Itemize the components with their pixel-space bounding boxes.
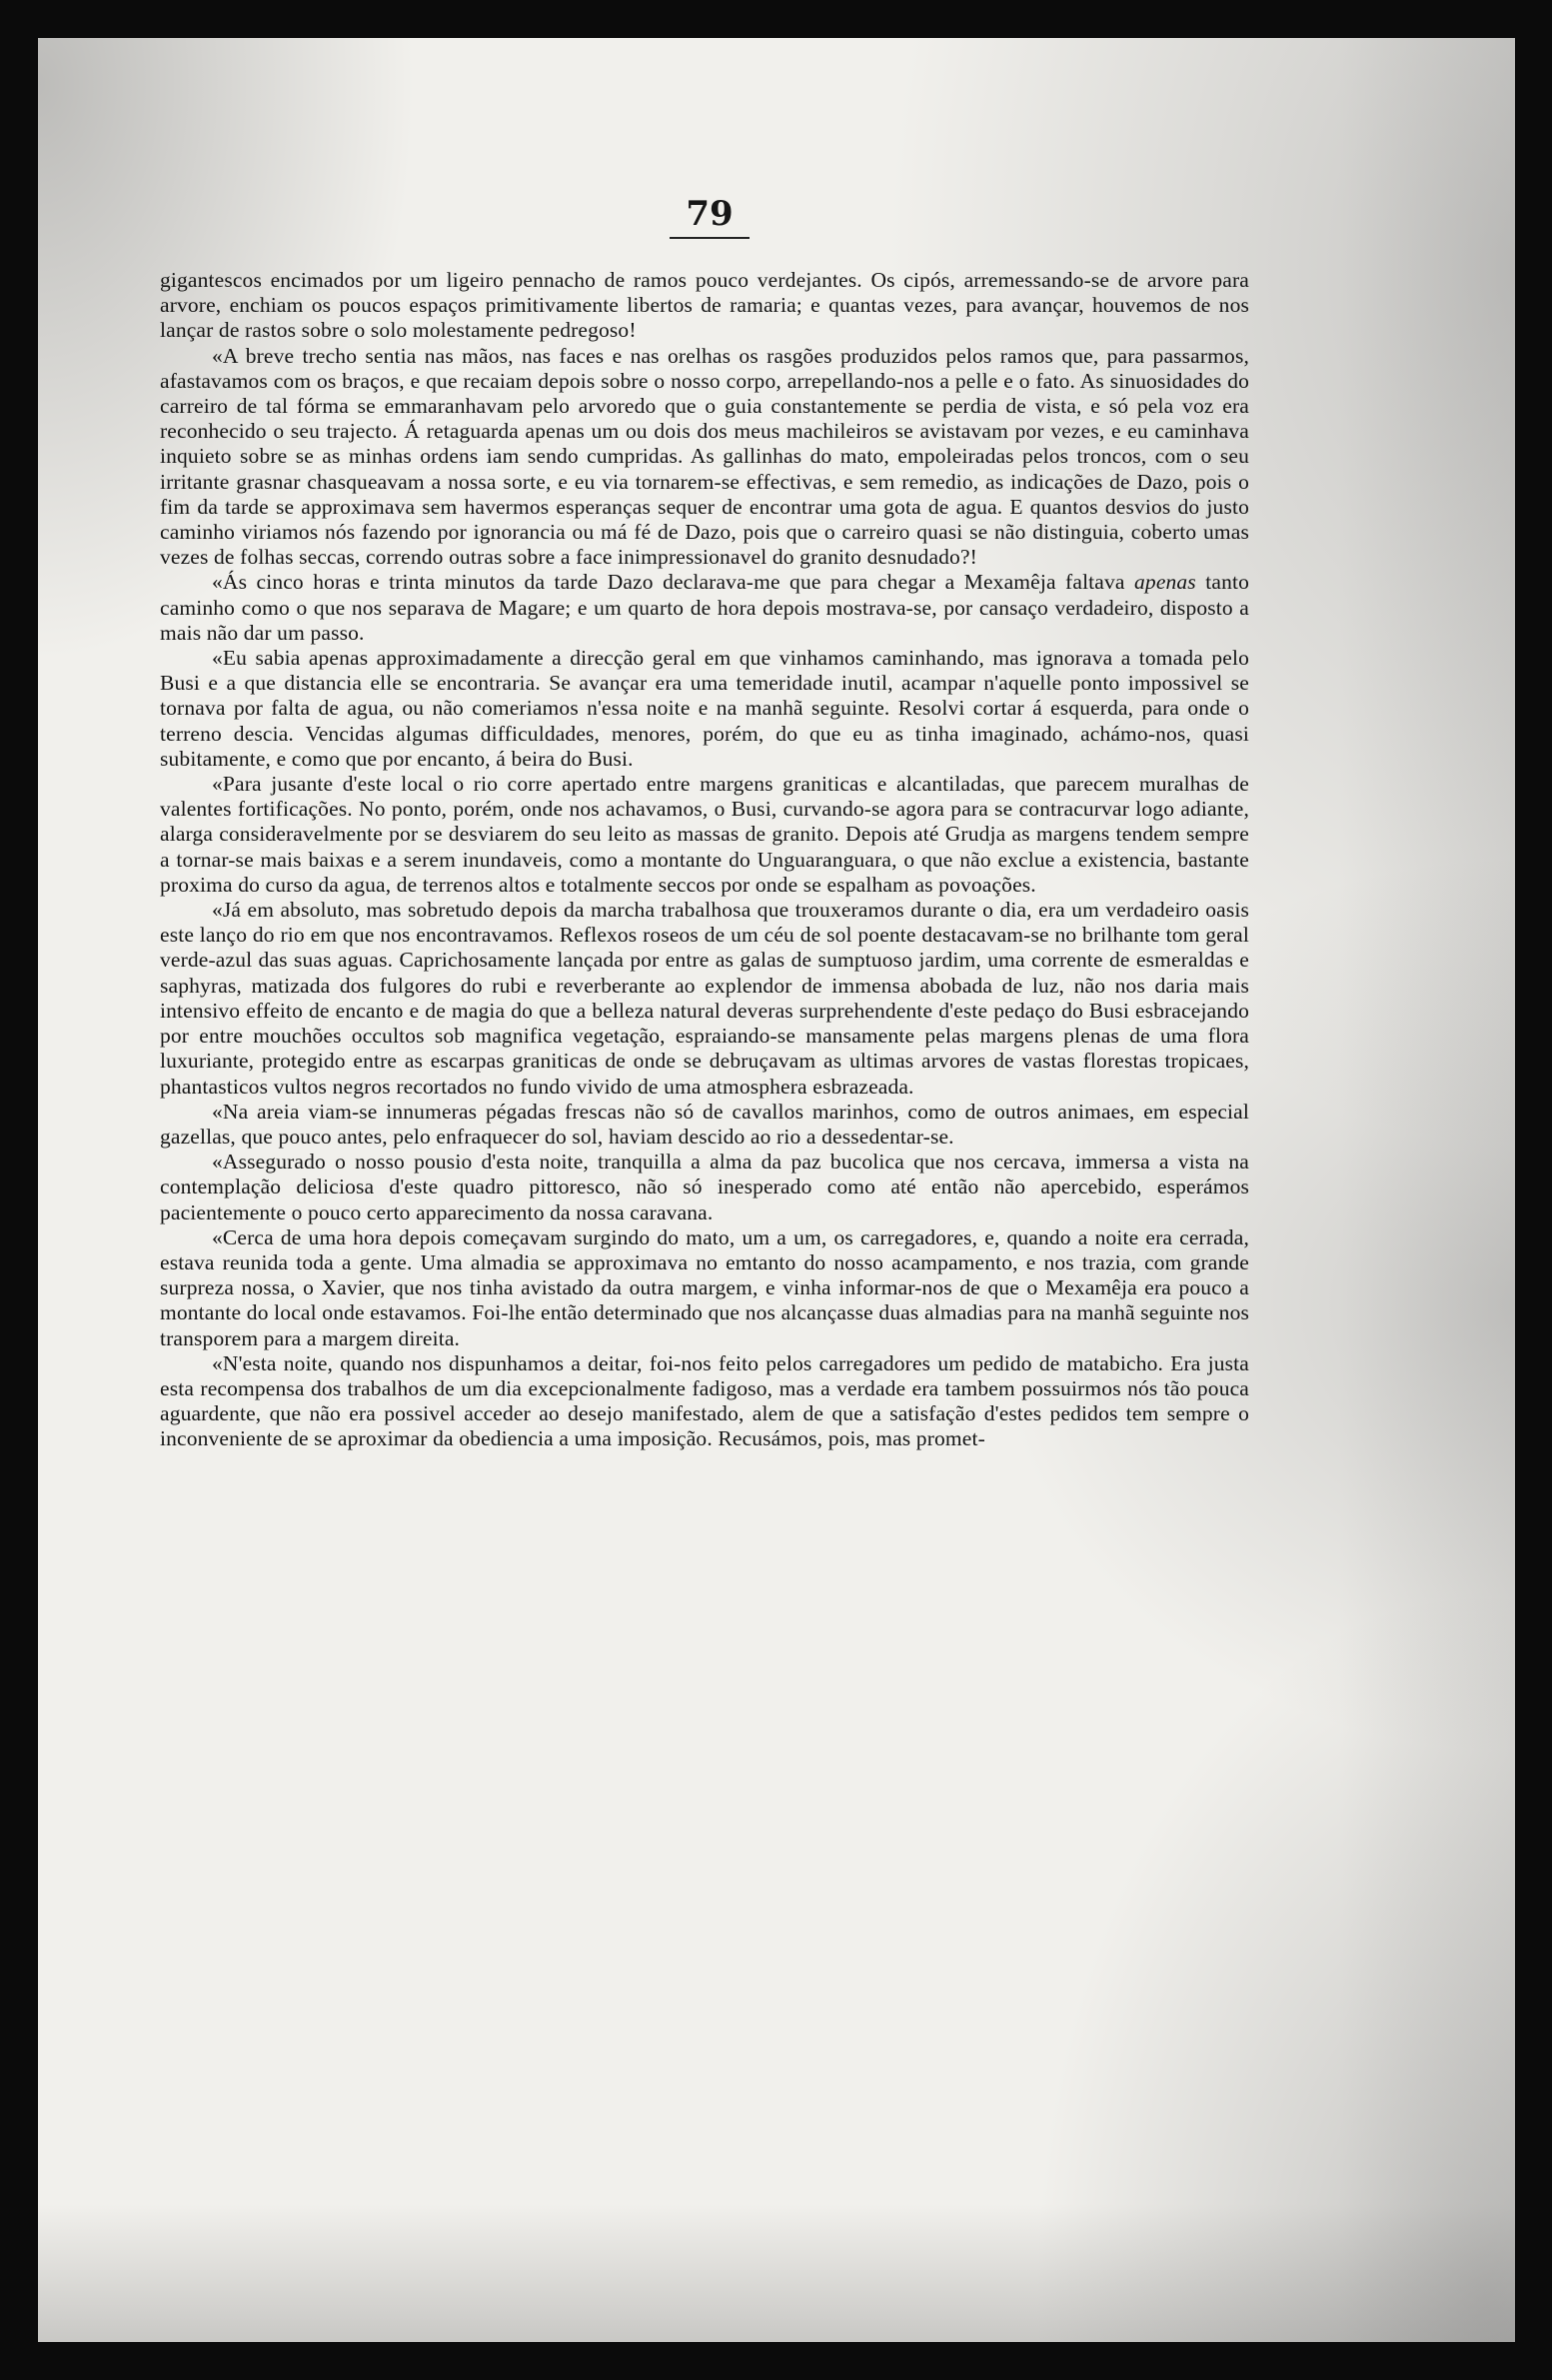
paragraph: gigantescos encimados por um ligeiro pennacho de ramos pouco verdejantes. Os cipós, arremessando-se de arvore para arvore, enchiam os poucos espaços primitivamente libertos de ramaria; e quantas vezes, para avançar, houvemos de nos lançar de rastos sobre o solo molestamente pedregoso!: [160, 268, 1249, 343]
body-text: [160, 268, 1249, 1452]
paragraph: «Assegurado o nosso pousio d'esta noite, tranquilla a alma da paz bucolica que nos cercava, immersa a vista na contemplação deliciosa d'este quadro pittoresco, não só inesperado como até então não apercebido, esperámos pacientemente o pouco certo apparecimento da nossa caravana.: [160, 1150, 1249, 1224]
paragraph: «Para jusante d'este local o rio corre apertado entre margens graniticas e alcantiladas, que parecem muralhas de valentes fortificações. No ponto, porém, onde nos achavamos, o Busi, curvando-se agora para se contracurvar logo adiante, alarga consideravelmente por se desviarem do seu leito as massas de granito. Depois até Grudja as margens tendem sempre a tornar-se mais baixas e a serem inundaveis, como a montante do Unguaranguara, o que não exclue a existencia, bastante proxima do curso da agua, de terrenos altos e totalmente seccos por onde se espalham as povoações.: [160, 772, 1249, 897]
paragraph: «Eu sabia apenas approximadamente a direcção geral em que vinhamos caminhando, mas ignorava a tomada pelo Busi e a que distancia elle se encontraria. Se avançar era uma temeridade inutil, acampar n'aquelle ponto impossivel se tornava por falta de agua, ou não comeriamos n'essa noite e na manhã seguinte. Resolvi cortar á esquerda, para onde o terreno descia. Vencidas algumas difficuldades, menores, porém, do que eu as tinha imaginado, achámo-nos, quasi subitamente, e como que por encanto, á beira do Busi.: [160, 646, 1249, 771]
paragraph: «Na areia viam-se innumeras pégadas frescas não só de cavallos marinhos, como de outros animaes, em especial gazellas, que pouco antes, pelo enfraquecer do sol, haviam descido ao rio a dessedentar-se.: [160, 1099, 1249, 1149]
emphasis-word: apenas: [1134, 570, 1196, 595]
paragraph: «Já em absoluto, mas sobretudo depois da marcha trabalhosa que trouxeramos durante o dia, era um verdadeiro oasis este lanço do rio em que nos encontravamos. Reflexos roseos de um céu de sol poente destacavam-se no brilhante tom geral verde-azul das suas aguas. Caprichosamente lançada por entre as galas de sumptuoso jardim, uma corrente de esmeraldas e saphyras, matizada dos fulgores do rubi e reverberante ao explendor de immensa abobada de luz, não nos daria mais intensivo effeito de encanto e de magia do que a belleza natural deveras surprehendente d'este pedaço do Busi esbracejando por entre mouchões occultos sob magnifica vegetação, espraiando-se mansamente pelas margens plenas de uma flora luxuriante, protegido entre as escarpas graniticas de onde se debruçavam as ultimas arvores de vastas florestas tropicaes, phantasticos vultos negros recortados no fundo vivido de uma atmosphera esbrazeada.: [160, 898, 1249, 1099]
page-number-underline: [670, 237, 750, 239]
paragraph: «N'esta noite, quando nos dispunhamos a deitar, foi-nos feito pelos carregadores um pedido de matabicho. Era justa esta recompensa dos trabalhos de um dia excepcionalmente fadigoso, mas a verdade era tambem possuirmos nós tão pouca aguardente, que não era possivel acceder ao desejo manifestado, alem de que a satisfação d'estes pedidos tem sempre o inconveniente de se aproximar da obediencia a uma imposição. Recusámos, pois, mas promet-: [160, 1350, 1249, 1451]
paragraph-text: «Ás cinco horas e trinta minutos da tarde Dazo declarava-me que para chegar a Mexamêja faltava: [212, 570, 1135, 595]
page-number: 79: [686, 194, 734, 234]
paragraph: «Cerca de uma hora depois começavam surgindo do mato, um a um, os carregadores, e, quando a noite era cerrada, estava reunida toda a gente. Uma almadia se approximava no emtanto do nosso acampamento, e nos trazia, com grande surpreza nossa, o Xavier, que nos tinha avistado da outra margem, e vinha informar-nos de que o Mexamêja era pouco a montante do local onde estavamos. Foi-lhe então determinado que nos alcançasse duas almadias para na manhã seguinte nos transporem para a margem direita.: [160, 1224, 1249, 1350]
paragraph-text: tanto caminho como o que nos separava de Magare; e um quarto de hora depois mostrava-se, por cansaço verdadeiro, disposto a mais não dar um passo.: [160, 570, 1249, 645]
paragraph: [160, 570, 1249, 646]
paragraph: «A breve trecho sentia nas mãos, nas faces e nas orelhas os rasgões produzidos pelos ramos que, para passarmos, afastavamos com os braços, e que recaiam depois sobre o nosso corpo, arrepellando-nos a pelle e o fato. As sinuosidades do carreiro de tal fórma se emmaranhavam pelo arvoredo que o guia constantemente se perdia de vista, e só pela voz era reconhecido o seu trajecto. Á retaguarda apenas um ou dois dos meus machileiros se avistavam por vezes, e eu caminhava inquieto sobre se as minhas ordens iam sendo cumpridas. As gallinhas do mato, empoleiradas pelos troncos, com o seu irritante grasnar chasqueavam a nossa sorte, e eu via tornarem-se effectivas, e sem remedio, as indicações de Dazo, pois o fim da tarde se approximava sem havermos esperanças sequer de encontrar uma gota de agua. E quantos desvios do justo caminho viriamos nós fazendo por ignorancia ou má fé de Dazo, pois que o carreiro quasi se não distinguia, coberto umas vezes de folhas seccas, correndo outras sobre a face inimpressionavel do granito desnudado?!: [160, 343, 1249, 570]
